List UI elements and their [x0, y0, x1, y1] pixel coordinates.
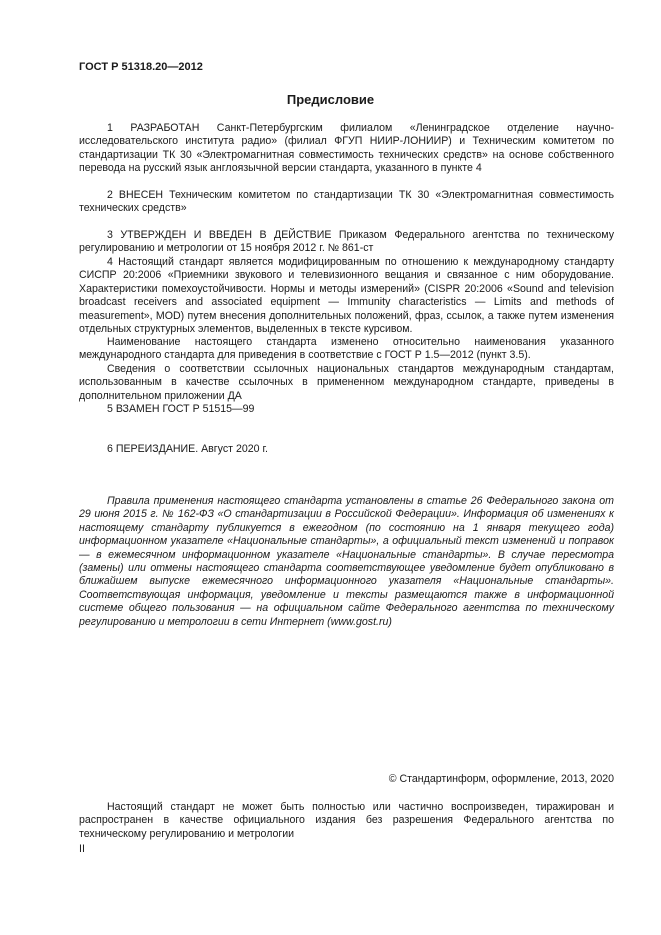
notice-paragraph: Правила применения настоящего стандарта установлены в статье 26 Федерального закона от 29 июня 2015 г. № 162-ФЗ «О стандартизации в Российской Федерации». Информация об изменениях к настоящему стандарту публикуется в ежегодном (по состоянию на 1 января текущего года) информационном указателе «Национальные стандарты», а официальный текст изменений и поправок — в ежемесячном информационном указателе «Национальные стандарты». В случае пересмотра (замены) или отмены настоящего стандарта соответствующее уведомление будет опубликовано в ближайшем выпуске ежемесячного информационного указателя «Национальные стандарты». Соответствующая информация, уведомление и тексты размещаются также в информационной системе общего пользования — на официальном сайте Федерального агентства по техническому регулированию и метрологии в сети Интернет (www.gost.ru) — [79, 495, 614, 628]
paragraph-modification: 4 Настоящий стандарт является модифицированным по отношению к международному стандарту СИСПР 20:2006 «Приемники звукового и телевизионного вещания и связанное с ним оборудование. Характеристики помехоустойчивости. Нормы и методы измерений» (CISPR 20:2006 «Sound and television broadcast receivers and associated equipment — Immunity characteristics — Limits and methods of measurement», MOD) путем внесения дополнительных положений, фраз, ссылок, а также путем изменения отдельных структурных элементов, выделенных в тексте курсивом. — [79, 256, 614, 336]
page-number: II — [79, 843, 85, 855]
paragraph-developed: 1 РАЗРАБОТАН Санкт-Петербургским филиалом «Ленинградское отделение научно-исследовательского института радио» (филиал ФГУП НИИР-ЛОНИИР) и Техническим комитетом по стандартизации ТК 30 «Электромагнитная совместимость технических средств» на основе собственного перевода на русский язык англоязычной версии стандарта, указанного в пункте 4 — [79, 122, 614, 175]
page-title: Предисловие — [286, 92, 375, 107]
paragraph-title-change: Наименование настоящего стандарта изменено относительно наименования указанного международного стандарта для приведения в соответствие с ГОСТ Р 1.5—2012 (пункт 3.5). — [79, 336, 614, 362]
paragraph-references: Сведения о соответствии ссылочных национальных стандартов международным стандартам, использованным в качестве ссылочных в примененном международном стандарте, приведены в дополнительном приложении ДА — [79, 363, 614, 402]
document-code: ГОСТ Р 51318.20—2012 — [79, 61, 203, 73]
paragraph-approved: 3 УТВЕРЖДЕН И ВВЕДЕН В ДЕЙСТВИЕ Приказом Федерального агентства по техническому регулированию и метрологии от 15 ноября 2012 г. № 861-ст — [79, 229, 614, 255]
paragraph-reissue: 6 ПЕРЕИЗДАНИЕ. Август 2020 г. — [107, 443, 268, 455]
copyright-line: © Стандартинформ, оформление, 2013, 2020 — [388, 773, 614, 785]
reproduction-notice: Настоящий стандарт не может быть полностью или частично воспроизведен, тиражирован и распространен в качестве официального издания без разрешения Федерального агентства по техническому регулированию и метрологии — [79, 801, 614, 840]
paragraph-introduced: 2 ВНЕСЕН Техническим комитетом по стандартизации ТК 30 «Электромагнитная совместимость технических средств» — [79, 189, 614, 215]
paragraph-replaces: 5 ВЗАМЕН ГОСТ Р 51515—99 — [107, 403, 255, 415]
